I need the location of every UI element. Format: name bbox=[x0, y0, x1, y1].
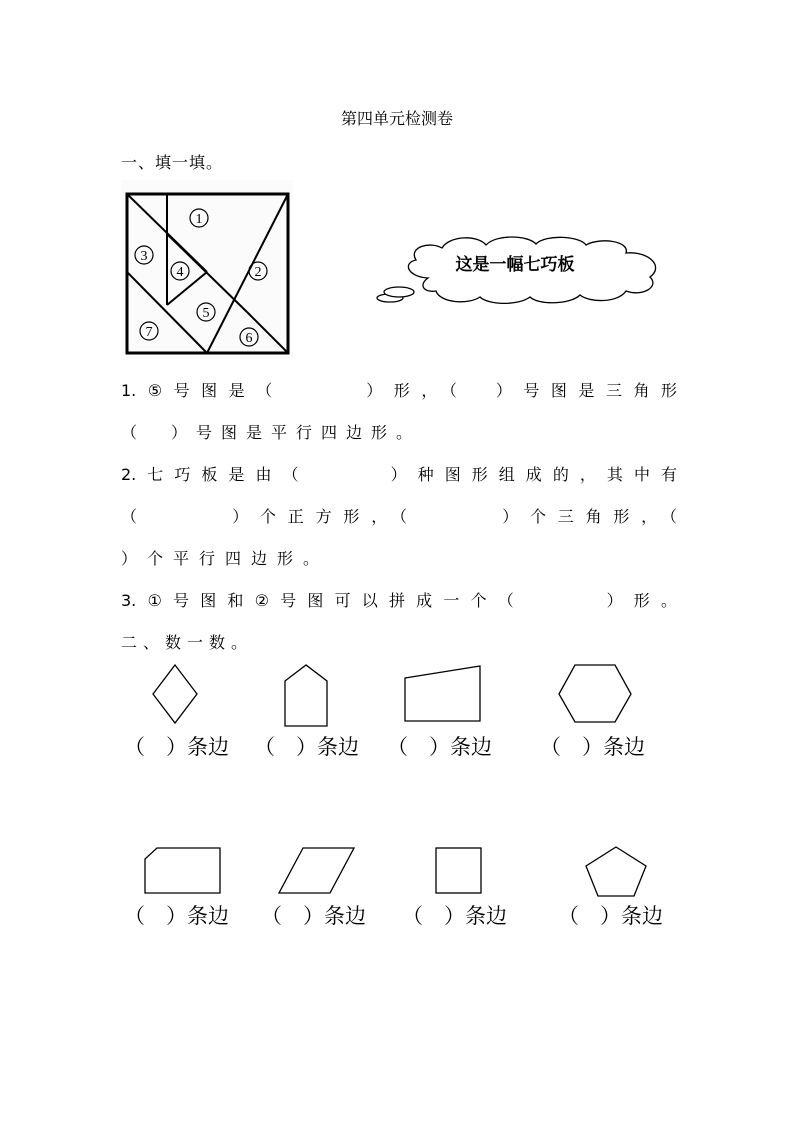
question-1-line-2: （ ）号图是平行四边形。 bbox=[121, 423, 422, 442]
tangram-label-4: 4 bbox=[176, 265, 184, 280]
question-3-line-1: 3.①号图和②号图可以拼成一个（ ）形。 bbox=[121, 591, 677, 610]
edge-count-label: （ ）条边 bbox=[124, 904, 229, 928]
trapezoid-shape bbox=[403, 664, 483, 724]
tangram-label-7: 7 bbox=[145, 325, 153, 340]
section1-heading: 一、填一填。 bbox=[121, 153, 224, 172]
edge-count-label: （ ）条边 bbox=[540, 735, 645, 759]
section2-heading: 二、数一数。 bbox=[121, 633, 254, 652]
question-2-line-3: ）个平行四边形。 bbox=[121, 549, 330, 568]
edge-count-label: （ ）条边 bbox=[558, 904, 663, 928]
parallelogram-shape bbox=[277, 846, 357, 896]
page-title: 第四单元检测卷 bbox=[340, 109, 453, 128]
cut-corner-pentagon-shape bbox=[142, 846, 224, 896]
edge-count-label: （ ）条边 bbox=[124, 735, 229, 759]
question-1-line-1: 1.⑤号图是（ ）形，（ ）号图是三角形 bbox=[121, 381, 677, 400]
square-shape bbox=[434, 846, 484, 896]
hexagon-shape bbox=[556, 663, 634, 725]
tangram-label-5: 5 bbox=[202, 306, 210, 321]
edge-count-label: （ ）条边 bbox=[402, 904, 507, 928]
edge-count-label: （ ）条边 bbox=[261, 904, 366, 928]
edge-count-label: （ ）条边 bbox=[254, 735, 359, 759]
edge-count-label: （ ）条边 bbox=[387, 735, 492, 759]
tangram-figure bbox=[121, 180, 293, 360]
rhombus-shape bbox=[151, 663, 199, 725]
cloud-text: 这是一幅七巧板 bbox=[455, 255, 575, 275]
tangram-label-6: 6 bbox=[245, 331, 253, 346]
question-2-line-2: （ ）个正方形，（ ）个三角形，（ bbox=[121, 507, 677, 526]
tangram-label-1: 1 bbox=[195, 212, 203, 227]
tangram-label-3: 3 bbox=[140, 249, 148, 264]
regular-pentagon-shape bbox=[583, 845, 649, 899]
pentagon-house-shape bbox=[282, 663, 330, 729]
tangram-label-2: 2 bbox=[254, 265, 262, 280]
question-2-line-1: 2.七巧板是由（ ）种图形组成的，其中有 bbox=[121, 465, 677, 484]
